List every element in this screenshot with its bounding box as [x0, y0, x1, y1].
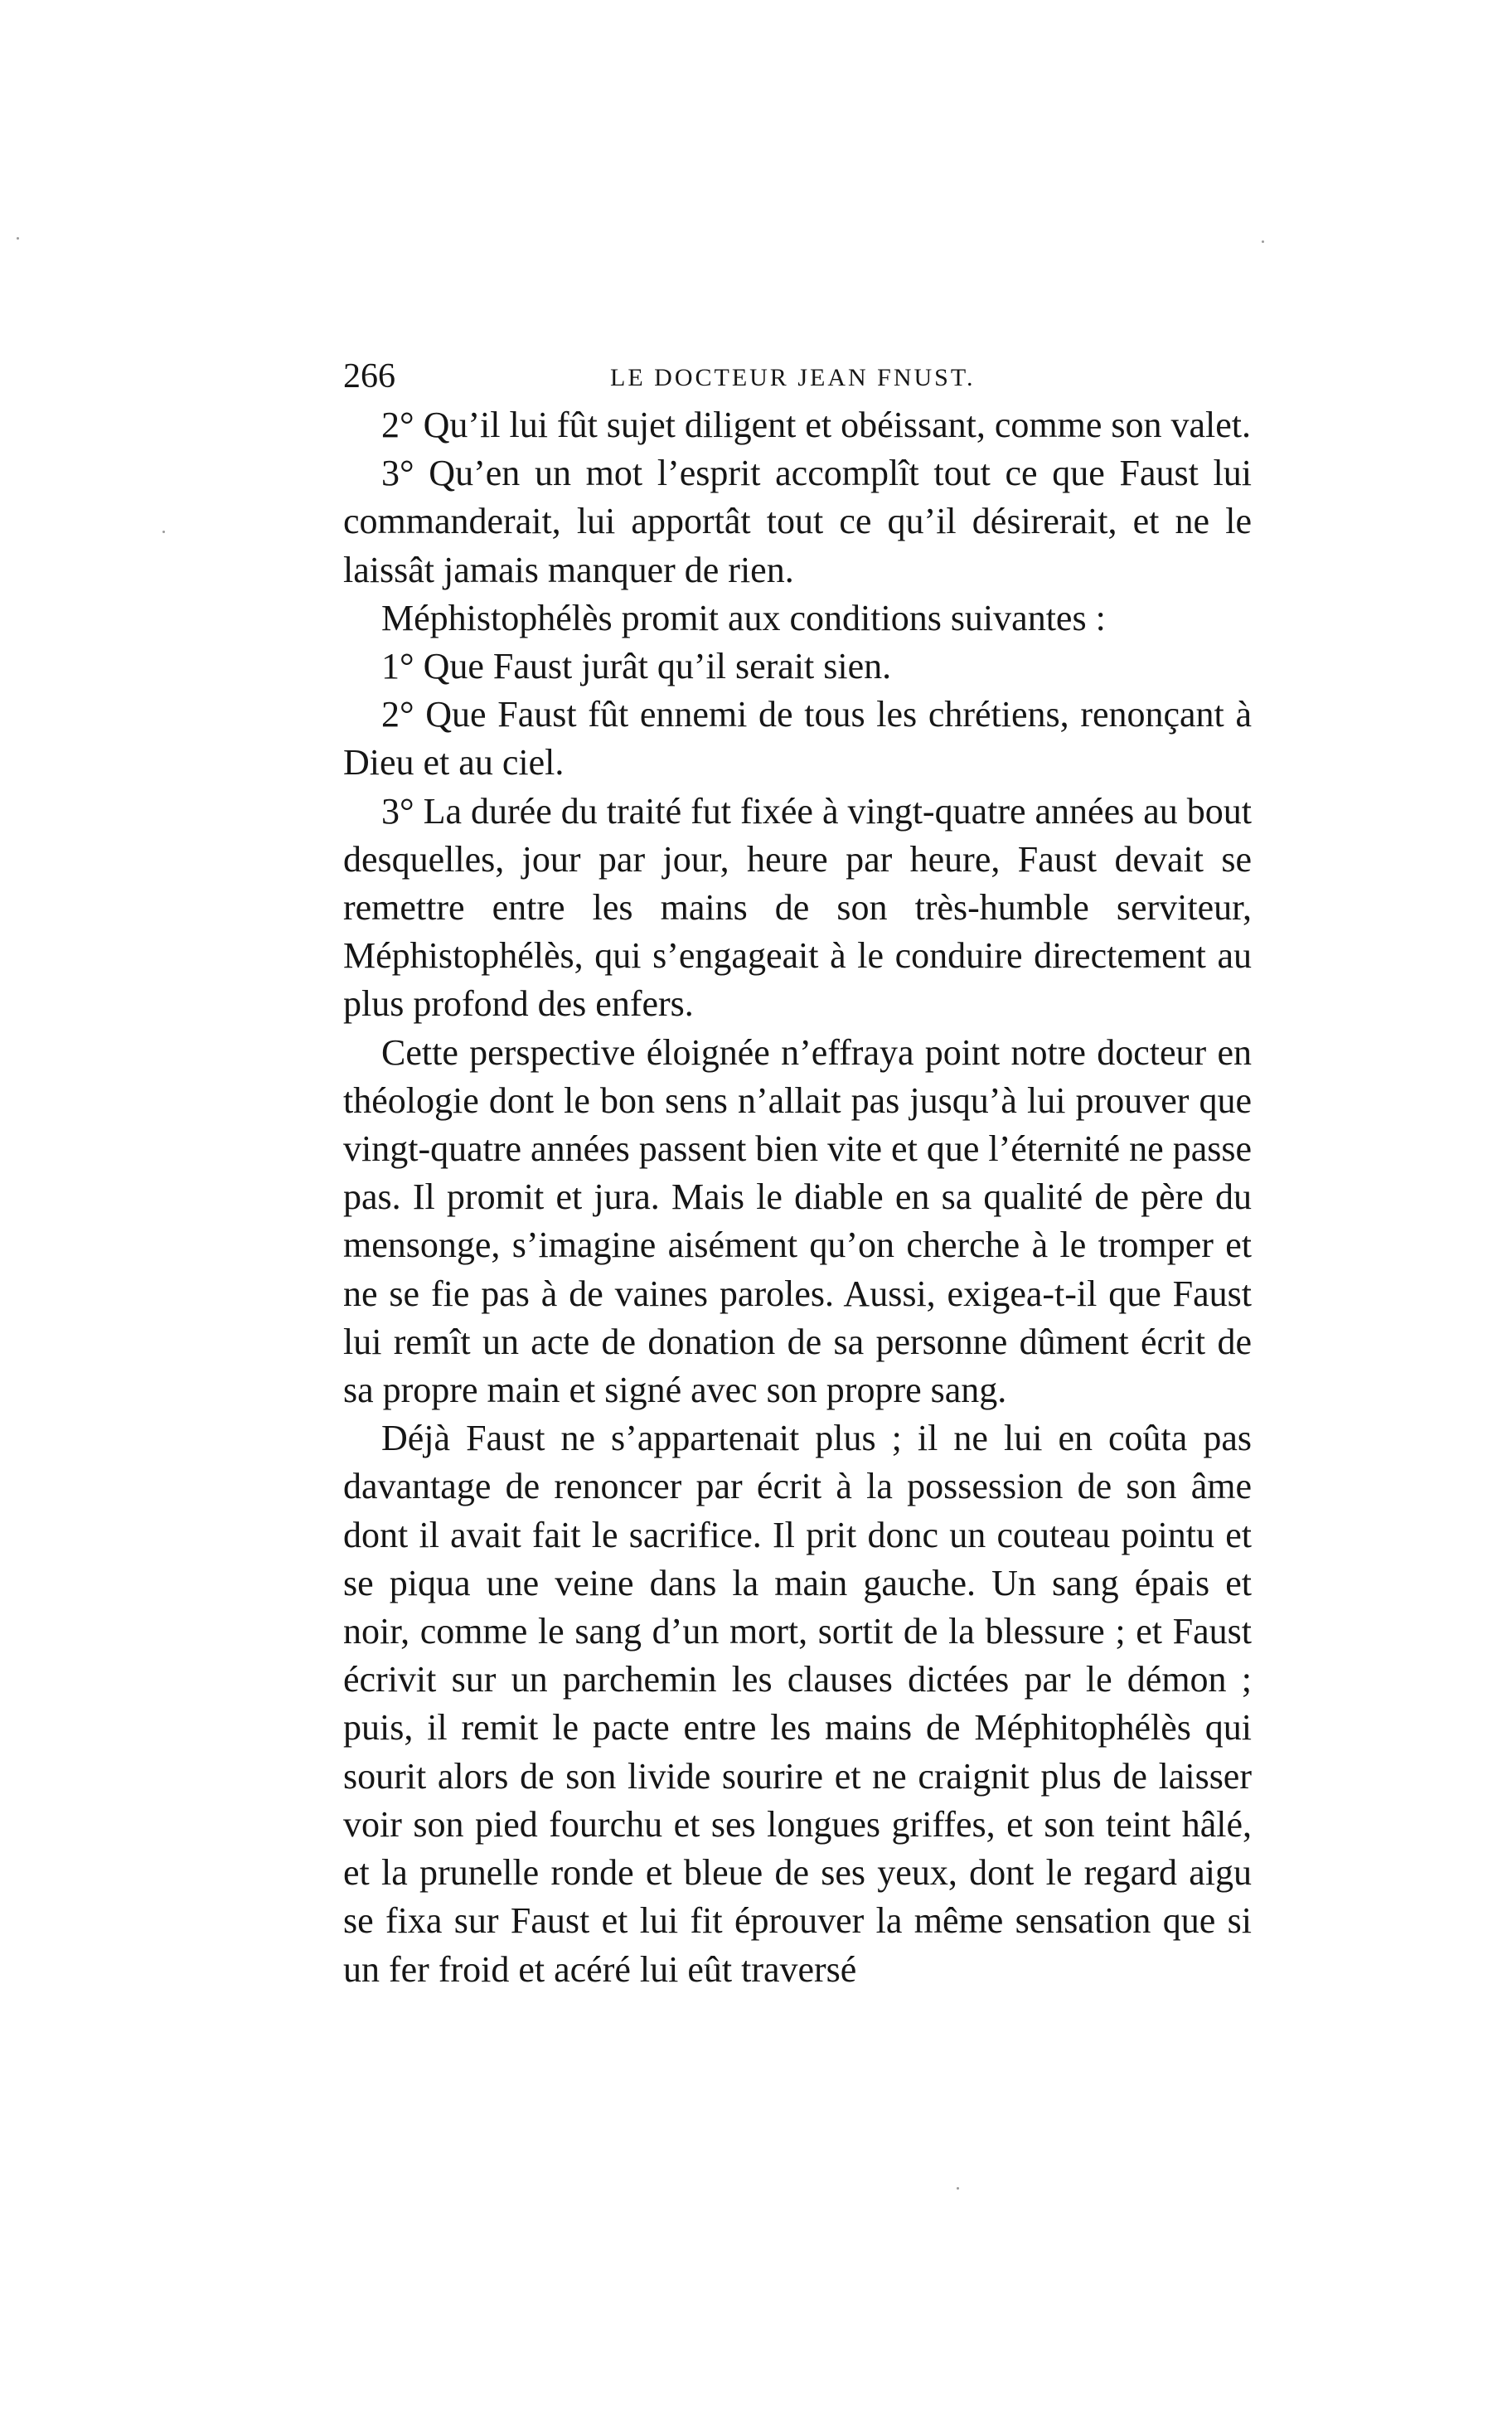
paragraph: 2° Que Faust fût ennemi de tous les chrétiens, renonçant à Dieu et au ciel. [343, 694, 1252, 783]
paragraph: 3° Qu’en un mot l’esprit accomplît tout ce que Faust lui commanderait, lui apportât tout ce qu’il désirerait, et ne le laissât jamais manquer de rien. [343, 453, 1252, 590]
body-text [343, 401, 1252, 1994]
scan-speck [17, 237, 19, 240]
scan-speck [957, 2187, 959, 2190]
paragraph: 1° Que Faust jurât qu’il serait sien. [381, 646, 892, 687]
running-title: LE DOCTEUR JEAN FNUST. [610, 364, 976, 391]
paragraph: Déjà Faust ne s’appartenait plus ; il ne lui en coûta pas davantage de renoncer par écrit à la possession de son âme dont il avait fait le sacrifice. Il prit donc un couteau pointu et se piqua une veine dans la main gauche. Un sang épais et noir, comme le sang d’un mort, sortit de la blessure ; et Faust écrivit sur un parchemin les clauses dictées par le démon ; puis, il remit le pacte entre les mains de Méphitophélès qui sourit alors de son livide sourire et ne craignit plus de laisser voir son pied fourchu et ses longues griffes, et son teint hâlé, et la prunelle ronde et bleue de ses yeux, dont le regard aigu se fixa sur Faust et lui fit éprouver la même sensation que si un fer froid et acéré lui eût traversé [343, 1418, 1252, 1990]
paragraph: 2° Qu’il lui fût sujet diligent et obéissant, comme son valet. [381, 405, 1251, 445]
paragraph: Méphistophélès promit aux conditions suivantes : [381, 597, 1106, 638]
page-header [343, 352, 1252, 401]
scan-speck [1262, 240, 1264, 243]
page-number: 266 [343, 357, 395, 395]
paragraph: Cette perspective éloignée n’effraya point notre docteur en théologie dont le bon sens n’allait pas jusqu’à lui prouver que vingt-quatre années passent bien vite et que l’éternité ne passe pas. Il promit et jura. Mais le diable en sa qualité de père du mensonge, s’imagine aisément qu’on cherche à le tromper et ne se fie pas à de vaines paroles. Aussi, exigea-t-il que Faust lui remît un acte de donation de sa personne dûment écrit de sa propre main et signé avec son propre sang. [343, 1031, 1252, 1411]
scan-speck [162, 531, 165, 533]
paragraph: 3° La durée du traité fut fixée à vingt-quatre années au bout desquelles, jour par jour, heure par heure, Faust devait se remettre entre les mains de son très-humble serviteur, Méphistophélès, qui s’engageait à le conduire directement au plus profond des enfers. [343, 790, 1252, 1025]
